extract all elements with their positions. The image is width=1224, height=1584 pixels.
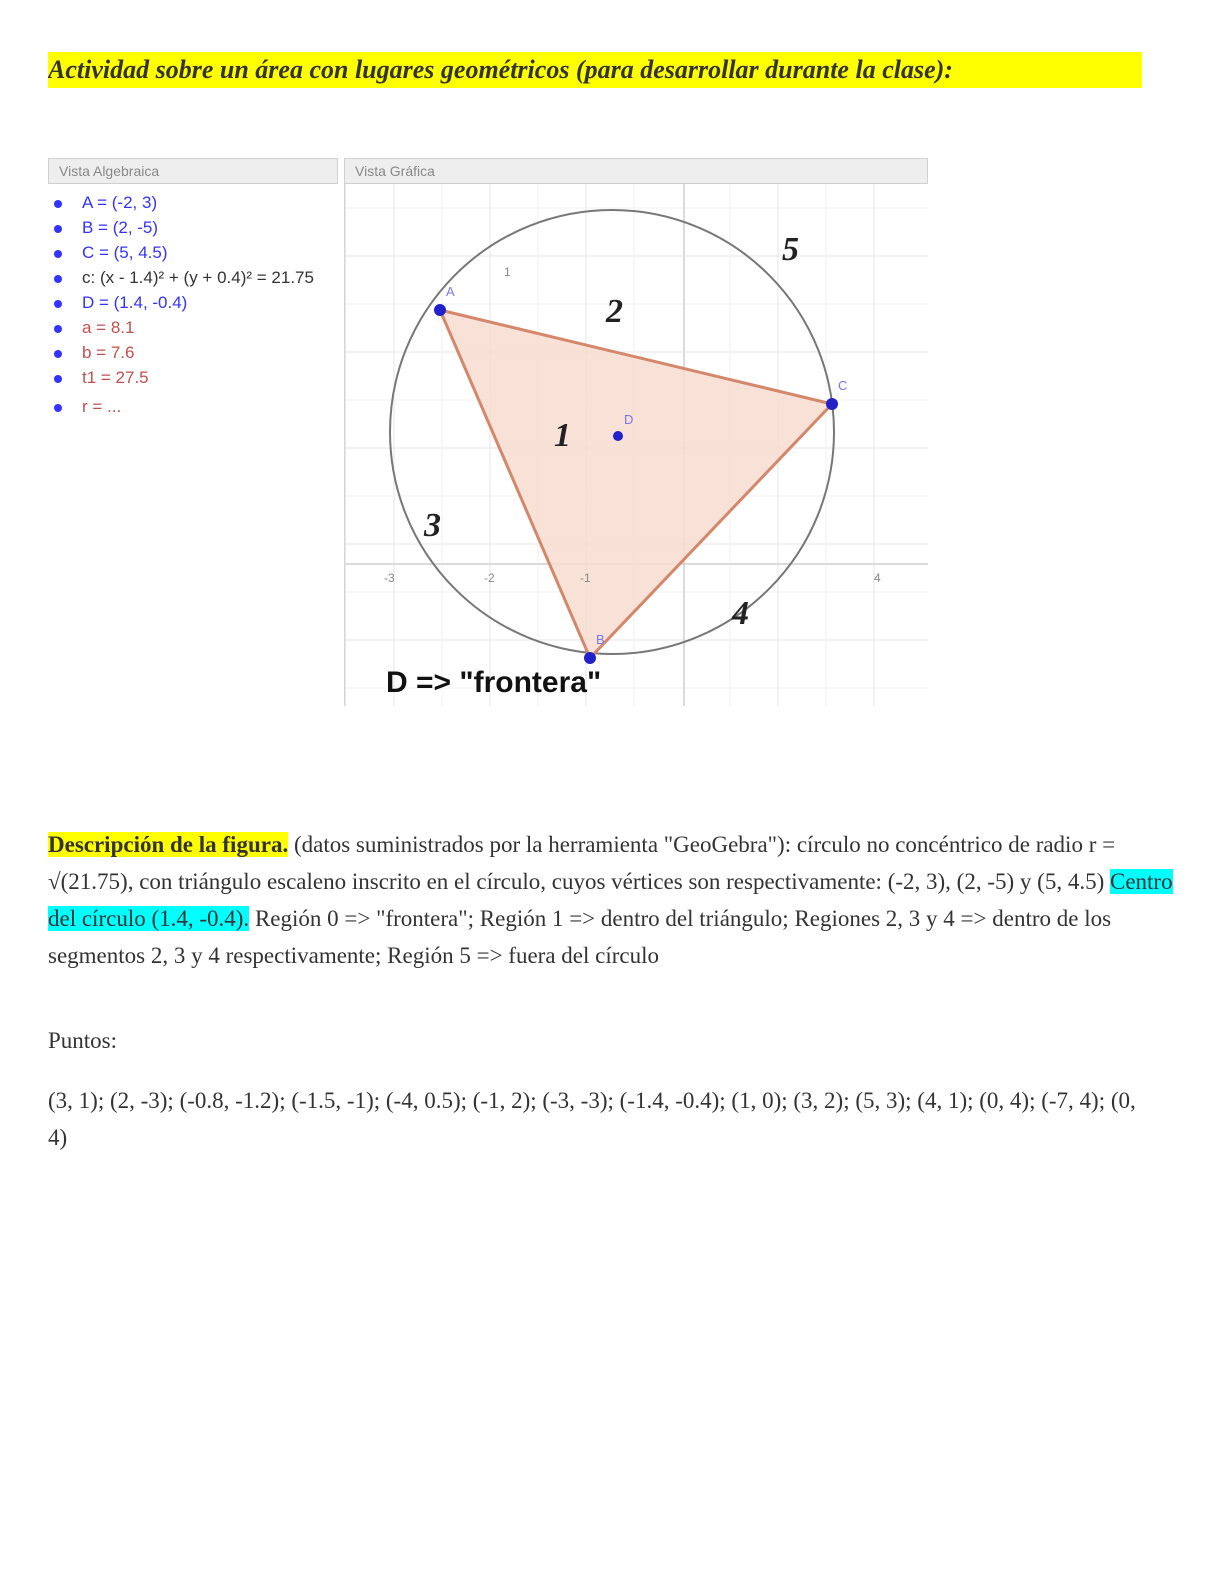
visibility-dot-icon[interactable]: [54, 350, 62, 358]
algebra-entry[interactable]: C = (5, 4.5): [48, 240, 338, 265]
graphics-canvas[interactable]: [344, 184, 928, 706]
point-label: B: [596, 632, 605, 647]
points-label: Puntos:: [48, 1028, 118, 1053]
region-label: 3: [424, 507, 441, 544]
algebra-entry[interactable]: A = (-2, 3): [48, 190, 338, 215]
algebra-entry[interactable]: B = (2, -5): [48, 215, 338, 240]
visibility-dot-icon[interactable]: [54, 300, 62, 308]
point-label: D: [624, 412, 634, 427]
visibility-dot-icon[interactable]: [54, 250, 62, 258]
graphics-view-header[interactable]: Vista Gráfica: [344, 158, 928, 184]
description-text: Región 0 => "frontera"; Región 1 => dentro del triángulo; Regiones 2, 3 y 4 => dentro de los segmentos 2, 3 y 4 respectivamente; Región 5 => fuera del círculo: [48, 906, 1112, 968]
visibility-dot-icon[interactable]: [54, 200, 62, 208]
point-label: C: [838, 378, 848, 393]
tick-label: -3: [384, 571, 395, 585]
graphics-view: [344, 158, 928, 706]
algebra-entry[interactable]: D = (1.4, -0.4): [48, 290, 338, 315]
region-label: 5: [782, 231, 799, 268]
visibility-dot-icon[interactable]: [54, 325, 62, 333]
algebra-view: [48, 158, 338, 706]
region-label: 2: [606, 293, 623, 330]
figure-description: [48, 826, 1178, 974]
center-highlight: Centro del círculo (1.4, -0.4).: [48, 869, 1173, 931]
algebra-entry[interactable]: b = 7.6: [48, 340, 338, 365]
description-heading: Descripción de la figura.: [48, 832, 289, 857]
region-label: 4: [732, 595, 749, 632]
tick-label: 1: [504, 265, 511, 279]
vertex-c: [826, 398, 838, 410]
algebra-view-header[interactable]: Vista Algebraica: [48, 158, 338, 184]
point-label: A: [446, 284, 455, 299]
region-label: 1: [554, 417, 571, 454]
points-list: (3, 1); (2, -3); (-0.8, -1.2); (-1.5, -1); (-4, 0.5); (-1, 2); (-3, -3); (-1.4, -0.4); (1, 0); (3, 2); (5, 3); (4, 1); (0, 4); (-7, 4); (0, 4): [48, 1088, 1136, 1150]
algebra-entry[interactable]: r = ...: [48, 394, 338, 419]
algebra-entry[interactable]: c: (x - 1.4)² + (y + 0.4)² = 21.75: [48, 265, 338, 290]
tick-label: -1: [580, 571, 591, 585]
visibility-dot-icon[interactable]: [54, 275, 62, 283]
algebra-entry[interactable]: a = 8.1: [48, 315, 338, 340]
visibility-dot-icon[interactable]: [54, 225, 62, 233]
algebra-entry[interactable]: t1 = 27.5: [48, 365, 338, 390]
algebra-list: [48, 190, 338, 419]
center-d: [613, 431, 623, 441]
visibility-dot-icon[interactable]: [54, 375, 62, 383]
tick-label: 4: [874, 571, 881, 585]
page-title: Actividad sobre un área con lugares geométricos (para desarrollar durante la clase):: [48, 52, 1142, 88]
visibility-dot-icon[interactable]: [54, 404, 62, 412]
vertex-a: [434, 304, 446, 316]
vertex-b: [584, 652, 596, 664]
description-text: (datos suministrados por la herramienta "GeoGebra"): círculo no concéntrico de radio r = √(21.75), con triángulo escaleno inscrito en el círculo, cuyos vértices son respectivamente: (-2, 3), (2, -5) y (5, 4.5): [48, 832, 1116, 894]
d-annotation: D => "frontera": [386, 666, 602, 699]
geogebra-figure: [48, 158, 928, 706]
inscribed-triangle: [440, 310, 832, 658]
tick-label: -2: [484, 571, 495, 585]
